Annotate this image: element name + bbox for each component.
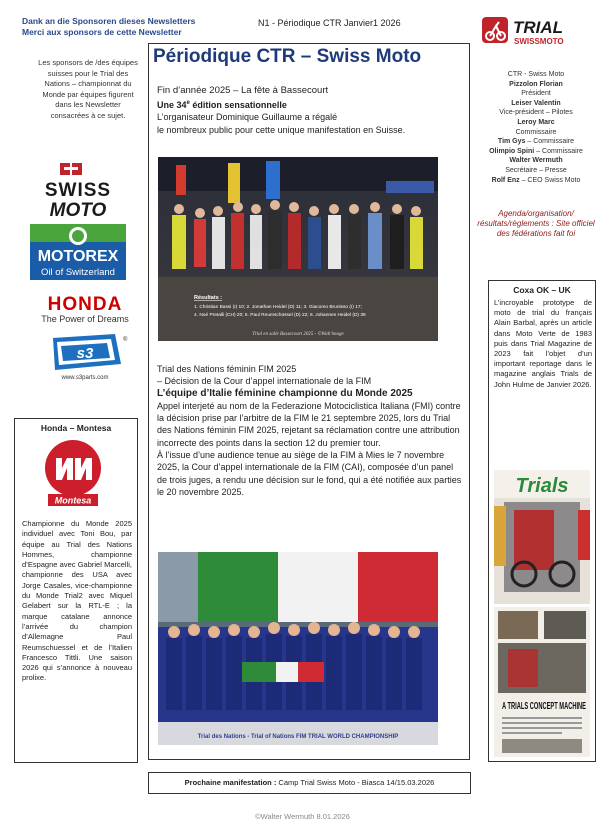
article-bassecourt-line1: L’organisateur Dominique Guillaume a régalé xyxy=(157,112,338,123)
swiss-moto-bottom-text: MOTO xyxy=(49,200,107,220)
s3-parts-logo xyxy=(43,332,128,382)
svg-text:®: ® xyxy=(123,337,128,343)
sponsor-intro-text: Les sponsors de /des équipes suisses pour le Trial des Nations – championnat du Monde par équipes figurent dans les Newsletter consacrées à ce sujet. xyxy=(38,58,138,120)
motorex-logo xyxy=(30,224,126,280)
coxa-title: Coxa OK – UK xyxy=(513,285,571,295)
sponsor-thanks-fr: Merci aux sponsors de cette Newsletter xyxy=(22,27,182,37)
article-tdn-women xyxy=(157,363,462,498)
trial-swissmoto-logo xyxy=(480,14,590,48)
swissmoto-word: SWISSMOTO xyxy=(514,37,564,46)
next-event xyxy=(148,778,471,787)
honda-tagline: The Power of Dreams xyxy=(41,314,129,324)
swiss-moto-logo xyxy=(30,160,126,220)
issue-label: N1 - Périodique CTR Janvier1 2026 xyxy=(258,18,401,28)
honda-logo xyxy=(30,291,140,325)
committee-member-name: Walter Wermuth xyxy=(509,157,563,165)
committee-list xyxy=(476,70,596,185)
article-bassecourt xyxy=(157,85,462,136)
committee-member-row: Tim Gys – Commissaire xyxy=(497,138,575,146)
italy-photo-caption: Trial des Nations - Trial of Nations FIM TRIAL WORLD CHAMPIONSHIP xyxy=(197,734,399,740)
footer-copyright: ©Walter Wermuth 8.01.2026 xyxy=(255,812,350,821)
motorex-name: MOTOREX xyxy=(37,248,119,265)
honda-montesa-title: Honda – Montesa xyxy=(40,423,112,433)
article-bassecourt-headline: Une 34e édition sensationnelle xyxy=(157,100,287,111)
italy-team-photo xyxy=(158,552,438,745)
committee-member-name: Pizzolon Florian xyxy=(509,80,563,88)
s3-url: www.s3parts.com xyxy=(61,375,109,381)
montesa-word: Montesa xyxy=(54,495,92,506)
article-tdn-para2: À l’issue d’une audience tenue au siège de la FIM à Mies le 7 novembre 2025, la Cour d’appel internationale de la FIM (CAI), composée d’un panel de trois juges, a rendu une décision sur le fond, qui a été notifiée aux parties le 20 novembre 2025. xyxy=(157,450,462,497)
committee-member-role: Président xyxy=(521,90,551,98)
committee-member-name: Leiser Valentin xyxy=(511,99,561,107)
article-bassecourt-lead: Fin d’année 2025 – La fête à Bassecourt xyxy=(157,85,329,96)
concept-article-title: A TRIALS CONCEPT MACHINE xyxy=(502,701,587,712)
committee-member-name: Leroy Marc xyxy=(517,118,555,126)
committee-member-role: Vice-président – Pilotes xyxy=(499,109,573,117)
article-tdn-para1: Appel interjeté au nom de la Federazione Motociclistica Italiana (FMI) contre la décision prise par l’arbitre de la FIM le 21 septembre 2025, lors du Trial des Nations féminin FIM 2025, rejetant sa réclamation contre une attribution incorrecte des points dans la section 12 du premier tour. xyxy=(157,400,461,448)
bassecourt-photo-caption: Trial en salle Bassecourt 2025 - ©Walt'image xyxy=(252,332,344,337)
committee-member-role: Secrétaire – Presse xyxy=(505,166,567,174)
montesa-logo xyxy=(40,438,106,508)
bassecourt-podium-photo xyxy=(158,157,438,341)
trials-magazine-cover xyxy=(494,470,590,604)
sponsor-thanks-de: Dank an die Sponsoren dieses Newsletters xyxy=(22,16,196,26)
s3-name: s3 xyxy=(76,345,94,362)
bassecourt-results-line2: 4. Noé Pretalli (CH) 20; 5. Paul Reumschüssel (D) 22; 6. Johannes Heidel (D) 38 xyxy=(194,313,366,318)
next-event-label: Prochaine manifestation : xyxy=(184,778,277,787)
motorex-tagline: Oil of Switzerland xyxy=(41,267,115,278)
article-tdn-headline: L’équipe d’Italie féminine championne du Monde 2025 xyxy=(157,387,413,399)
trial-word: TRIAL xyxy=(513,18,564,37)
bassecourt-results-title: Résultats : xyxy=(194,295,223,301)
swiss-moto-top-text: SWISS xyxy=(44,180,112,201)
committee-member-row: Rolf Enz – CEO Swiss Moto xyxy=(491,176,581,184)
honda-name: HONDA xyxy=(47,294,123,315)
committee-title: CTR - Swiss Moto xyxy=(507,71,565,78)
page-title: Périodique CTR – Swiss Moto xyxy=(153,46,422,67)
committee-member-role: Commissaire xyxy=(515,128,557,136)
sponsor-thanks xyxy=(22,16,195,38)
trials-mag-title: Trials xyxy=(515,475,569,497)
article-tdn-line1: Trial des Nations féminin FIM 2025 xyxy=(157,364,297,374)
committee-member-row: Olimpio Spini – Commissaire xyxy=(489,147,583,155)
coxa-text: L’incroyable prototype de moto de trial du français Alain Barbal, après un article dans Moto Verte de 1983 puis dans Trial Magazine de 2023 fait l’objet d’un important reportage dans le magazine anglais Trials de John Hulme de Janvier 2026. xyxy=(494,298,592,389)
bassecourt-results-line1: 1. Christian Bassi (I) 10; 2. Jonathan Heidel (D) 11; 3. Giacomo Brunisso (I) 17; xyxy=(194,305,362,310)
agenda-note: Agenda/organisation/ résultats/règlements : Site officiel des fédérations fait foi xyxy=(477,209,595,238)
trials-concept-article xyxy=(494,607,590,757)
next-event-value: Camp Trial Swiss Moto - Biasca 14/15.03.2026 xyxy=(276,778,435,787)
article-bassecourt-line2: le nombreux public pour cette unique manifestation en Suisse. xyxy=(157,124,406,135)
article-tdn-line2: – Décision de la Cour d’appel internationale de la FIM xyxy=(157,376,372,387)
honda-montesa-text: Championne du Monde 2025 individuel avec Toni Bou, par équipe au Trial des Nations Hommes, championne d’Espagne avec Gabriel Marcelli, championne des USA avec Jorge Casales, vice-championne du Monde Trial2 avec Miquel Gelabert sur la RTL-E ; la marque catalane annonce l’arrivée du champion d’Allemagne Paul Reumschuessel et de l’Italien Francesco Tittli. Une saison 2026 qui s’annonce à nouveau prolixe. xyxy=(22,519,132,683)
